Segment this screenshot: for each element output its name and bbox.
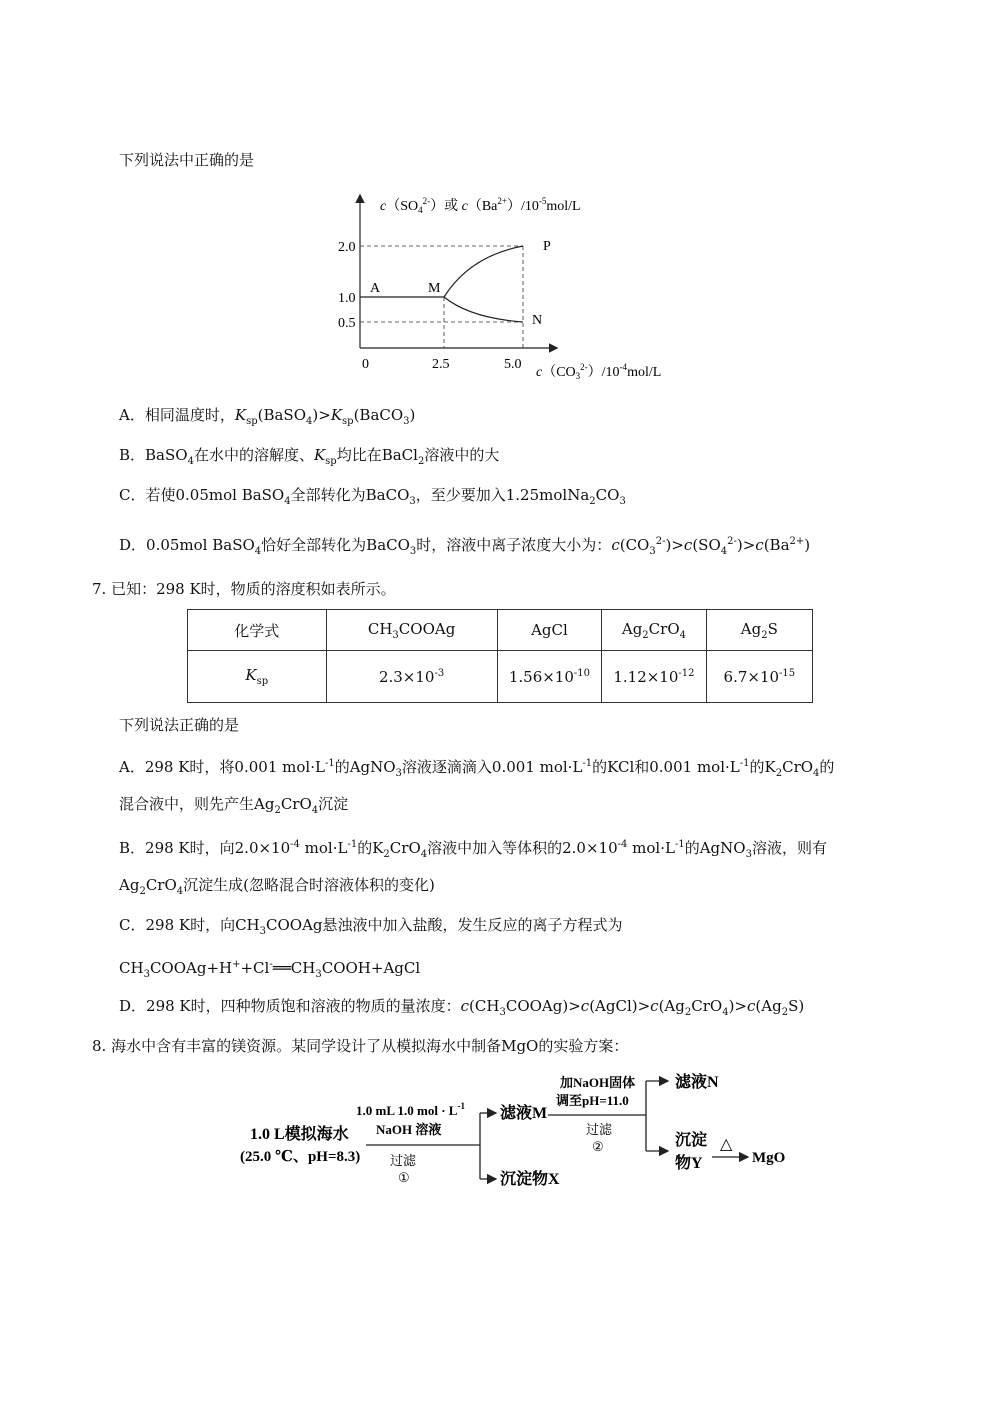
step2-top1: 加NaOH固体 xyxy=(560,1075,636,1090)
step2-top2: 调至pH=11.0 xyxy=(556,1093,629,1108)
q6-intro: 下列说法中正确的是 xyxy=(119,151,255,169)
table-cell-ksp-ch3cooag: $2.3\times 10^{-3}$ xyxy=(326,651,497,703)
q7-option-a-line1: A．298 K时，将0.001 $mol\cdot L^{-1}$的AgNO$_3$溶液逐滴滴入0.001 $mol\cdot L^{-1}$的KCl和0.001 $mol\cdot L^{-1}$的$K_2CrO_4$的 xyxy=(119,758,835,779)
table-cell-ksp-ag2cro4: $1.12\times 10^{-12}$ xyxy=(602,651,707,703)
y-axis-label: $c(SO_4^{2-})$或 $c(Ba^{2+})/10^{-5}mol/L$ xyxy=(380,196,581,215)
q6-option-d: D．0.05mol BaSO$_4$恰好全部转化为BaCO$_3$时，溶液中离子浓度大小为：$c(CO_3^{2-})>c(SO_4^{2-})>c(Ba^{2+})$ xyxy=(119,536,811,557)
table-header-formula: 化学式 xyxy=(188,610,327,651)
q7-option-b-line1: B．298 K时，向$2.0\times 10^{-4}$ $mol\cdot L^{-1}$的$K_2CrO_4$溶液中加入等体积的$2.0\times 10^{-4}$ $mol\cdot L^{-1}$的AgNO$_3$溶液，则有 xyxy=(119,839,827,860)
start-line2: (25.0 ℃、pH=8.3) xyxy=(240,1149,361,1165)
step2-bottom: 过滤 xyxy=(586,1122,613,1137)
q6-option-a: A．相同温度时，$K_{sp}(BaSO_4)>K_{sp}(BaCO_3)$ xyxy=(119,406,416,427)
precipitate-y2: 物Y xyxy=(675,1155,703,1172)
point-a-label: A xyxy=(370,281,381,296)
q6-option-b: B．BaSO$_4$在水中的溶解度、$K_{sp}$均比在BaCl$_2$溶液中的大 xyxy=(119,446,500,467)
curve-m-n xyxy=(444,297,523,322)
q7-intro: 下列说法正确的是 xyxy=(119,716,240,734)
x-tick-2-5: 2.5 xyxy=(432,357,450,372)
point-n-label: N xyxy=(532,313,543,328)
x-axis-label: $c(CO_3^{2-})/10^{-4}mol/L$ xyxy=(536,362,662,381)
filtrate-n: 滤液N xyxy=(675,1074,719,1091)
step1-bottom: 过滤 xyxy=(390,1153,417,1168)
q7-option-c-line1: C．298 K时，向$CH_3COOAg$悬浊液中加入盐酸，发生反应的离子方程式为 xyxy=(119,916,623,937)
q7-option-b-line2: $Ag_2CrO_4$沉淀生成(忽略混合时溶液体积的变化) xyxy=(119,876,435,897)
table-header-ag2s: $Ag_2S$ xyxy=(706,610,812,651)
q7-stem: 7. 已知：298 K时，物质的溶度积如表所示。 xyxy=(92,580,396,598)
product-mgo: MgO xyxy=(752,1150,786,1166)
table-cell-ksp-ag2s: $6.7\times 10^{-15}$ xyxy=(706,651,812,703)
table-header-ag2cro4: $Ag_2CrO_4$ xyxy=(602,610,707,651)
q8-stem: 8. 海水中含有丰富的镁资源。某同学设计了从模拟海水中制备MgO的实验方案： xyxy=(92,1037,629,1055)
step1-top: 1.0 mL 1.0 mol · $L^{-1}$ xyxy=(356,1101,465,1118)
table-row-label-ksp: $K_{sp}$ xyxy=(188,651,327,703)
q8-flow-diagram xyxy=(230,1065,810,1195)
table-header-agcl: AgCl xyxy=(497,610,602,651)
q6-solubility-graph xyxy=(330,188,690,388)
x-tick-5-0: 5.0 xyxy=(504,357,522,372)
filtrate-m: 滤液M xyxy=(500,1105,548,1122)
q6-option-c: C．若使0.05mol BaSO$_4$全部转化为BaCO$_3$，至少要加入$1.25molNa_2CO_3$ xyxy=(119,486,626,507)
q7-option-a-line2: 混合液中，则先产生$Ag_2CrO_4$沉淀 xyxy=(119,795,349,816)
x-tick-0: 0 xyxy=(362,357,369,372)
point-m-label: M xyxy=(428,281,441,296)
table-cell-ksp-agcl: $1.56\times 10^{-10}$ xyxy=(497,651,602,703)
step2-num: ② xyxy=(592,1139,604,1154)
y-tick-2-0: 2.0 xyxy=(338,240,356,255)
y-tick-1-0: 1.0 xyxy=(338,291,356,306)
table-header-ch3cooag: $CH_3COOAg$ xyxy=(326,610,497,651)
heat-symbol: △ xyxy=(720,1136,733,1153)
start-line1: 1.0 L模拟海水 xyxy=(250,1126,349,1143)
y-tick-0-5: 0.5 xyxy=(338,316,356,331)
step1-reagent: NaOH 溶液 xyxy=(376,1122,442,1137)
q7-option-c-line2: $CH_3COOAg+H^++Cl^-══CH_3COOH+AgCl$ xyxy=(119,959,421,980)
q7-option-d: D．298 K时，四种物质饱和溶液的物质的量浓度：$c(CH_3COOAg)>c(AgCl)>c(Ag_2CrO_4)>c(Ag_2S)$ xyxy=(119,997,805,1018)
curve-m-p xyxy=(444,246,523,297)
step1-num: ① xyxy=(398,1170,410,1185)
precipitate-y1: 沉淀 xyxy=(675,1132,708,1149)
precipitate-x: 沉淀物X xyxy=(500,1171,560,1188)
point-p-label: P xyxy=(543,239,551,254)
ksp-table xyxy=(187,609,813,703)
